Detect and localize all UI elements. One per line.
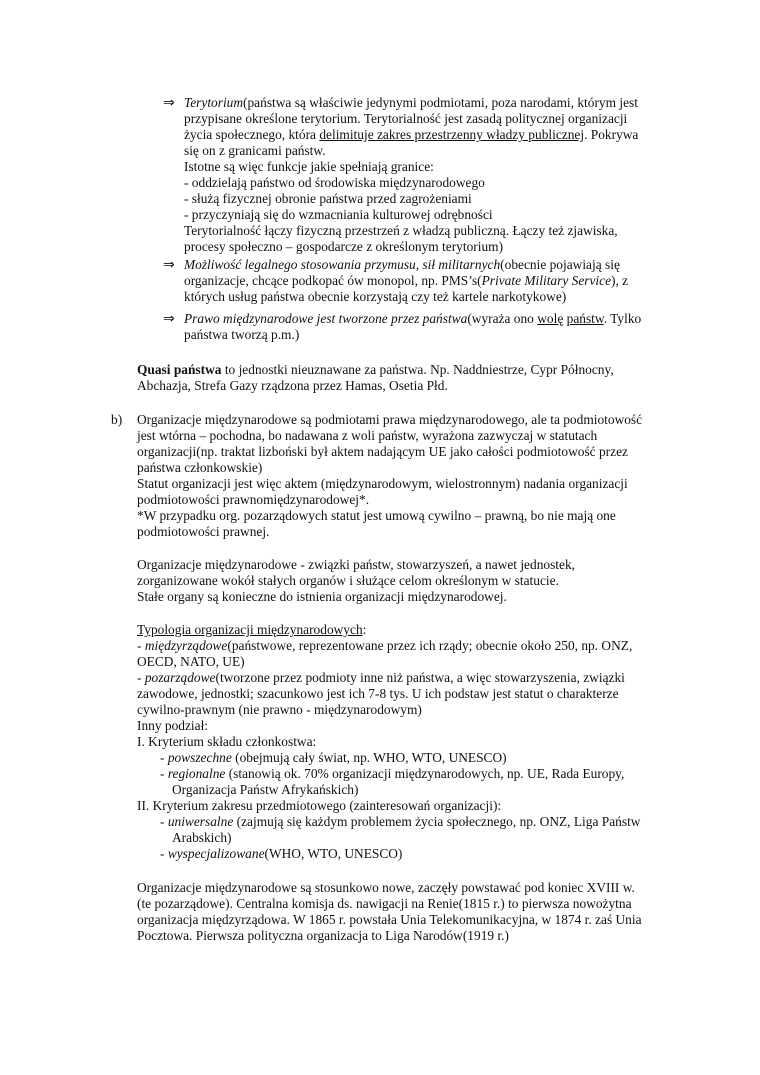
- spec-dash: -: [160, 846, 168, 861]
- coercion-line-2: [184, 273, 628, 289]
- ngo-line-2: zawodowe, jednostki; szacunkowo jest ich 7-8 tys. U ich podstaw jest statut o charakterze: [137, 686, 619, 701]
- gov-dash: -: [137, 638, 145, 653]
- criterion-2: II. Kryterium zakresu przedmiotowego (zainteresowań organizacji):: [137, 798, 502, 813]
- typology-heading: [137, 622, 366, 638]
- ngo-text: (tworzone przez podmioty inne niż państwa, a więc stowarzyszenia, związki: [215, 670, 625, 685]
- law-l1b: . Tylko: [603, 311, 642, 326]
- ngo-dash: -: [137, 670, 145, 685]
- section-b-p1-line-3: organizacji(np. traktat lizboński był aktem nadającym UE jako całości podmiotowość przez: [137, 444, 628, 459]
- territory-l3b: . Pokrywa: [584, 127, 639, 142]
- uni-dash: -: [160, 814, 168, 829]
- territory-line-2: przypisane określone terytorium. Terytorialność jest zasadą politycznej organizacji: [184, 111, 628, 126]
- territory-line-4: się on z granicami państw.: [184, 143, 326, 158]
- ngo-line-1: [137, 670, 625, 686]
- uni-text: (zajmują się każdym problemem życia społecznego, np. ONZ, Liga Państw: [233, 814, 641, 829]
- section-b-p1-line-8: podmiotowości prawnej.: [137, 524, 270, 539]
- gov-line-1: [137, 638, 632, 654]
- territory-line-5: Istotne są więc funkcje jakie spełniają granice:: [184, 159, 434, 174]
- territory-line-8: - przyczyniają się do wzmacniania kulturowej odrębności: [184, 207, 493, 222]
- law-l1-underline-1: wolę: [537, 311, 564, 326]
- law-line-1: [184, 311, 641, 327]
- territory-line-3: [184, 127, 638, 143]
- quasi-line-1: [137, 362, 614, 378]
- territory-term: Terytorium: [184, 95, 244, 110]
- regional-line-1: [160, 766, 624, 782]
- section-b-p2-line-2: zorganizowane wokół stałych organów i służące celom określonym w statucie.: [137, 573, 559, 588]
- quasi-text: to jednostki nieuznawane za państwa. Np. Naddniestrze, Cypr Północny,: [221, 362, 614, 377]
- uni-term: uniwersalne: [167, 814, 234, 829]
- regional-line-2: Organizacja Państw Afrykańskich): [172, 782, 359, 797]
- reg-dash: -: [160, 766, 168, 781]
- specialized-line: [160, 846, 402, 862]
- reg-term: regionalne: [167, 766, 226, 781]
- coercion-line-3: których usług państwa obecnie korzystają czy też kartele narkotykowe): [184, 289, 567, 304]
- arrow-bullet-icon: ⇒: [163, 257, 175, 273]
- quasi-term: Quasi państwa: [137, 362, 222, 377]
- section-b-p3-line-4: Pocztowa. Pierwsza polityczna organizacja to Liga Narodów(1919 r.): [137, 928, 509, 943]
- section-b-p1-line-6: podmiotowości prawnomiędzynarodowej*.: [137, 492, 370, 507]
- coercion-line-1: [184, 257, 620, 273]
- spec-term: wyspecjalizowane: [167, 846, 265, 861]
- reg-text: (stanowią ok. 70% organizacji międzynarodowych, np. UE, Rada Europy,: [225, 766, 625, 781]
- law-term: Prawo międzynarodowe jest tworzone przez państwa: [184, 311, 468, 326]
- territory-line-10: procesy społeczno – gospodarcze z określonym terytorium): [184, 239, 504, 254]
- other-division: Inny podział:: [137, 718, 209, 733]
- coercion-text: (obecnie pojawiają się: [500, 257, 620, 272]
- coercion-l2a: organizacje, chcące podkopać ów monopol, np. PMS’s(: [184, 273, 482, 288]
- law-line-2: państwa tworzą p.m.): [184, 327, 300, 342]
- univ-dash: -: [160, 750, 168, 765]
- territory-line-9: Terytorialność łączy fizyczną przestrzeń z władzą publiczną. Łączy też zjawiska,: [184, 223, 618, 238]
- section-b-p3-line-2: (te pozarządowe). Centralna komisja ds. nawigacji na Renie(1815 r.) to pierwsza nowożytna: [137, 896, 632, 911]
- section-b-p1-line-2: jest wtórna – pochodna, bo nadawana z woli państw, wyrażona zazwyczaj w statutach: [137, 428, 598, 443]
- gov-term: międzyrządowe: [144, 638, 228, 653]
- arrow-bullet-icon: ⇒: [163, 95, 175, 111]
- ngo-term: pozarządowe: [144, 670, 216, 685]
- section-b-p1-line-1: Organizacje międzynarodowe są podmiotami prawa międzynarodowego, ale ta podmiotowość: [137, 412, 643, 427]
- territory-line-1: [184, 95, 638, 111]
- law-l1-underline-2: państw: [566, 311, 604, 326]
- section-b-p2-line-1: Organizacje międzynarodowe - związki państw, stowarzyszeń, a nawet jednostek,: [137, 557, 575, 572]
- territory-line-6: - oddzielają państwo od środowiska międzynarodowego: [184, 175, 485, 190]
- section-b-p1-line-4: państwa członkowskie): [137, 460, 263, 475]
- territory-l3-underlined: delimituje zakres przestrzenny władzy publicznej: [319, 127, 585, 142]
- coercion-l2b: ), z: [611, 273, 629, 288]
- typology-heading-text: Typologia organizacji międzynarodowych: [137, 622, 363, 637]
- gov-text: (państwowe, reprezentowane przez ich rządy; obecnie około 250, np. ONZ,: [227, 638, 633, 653]
- universal-membership-line: [160, 750, 507, 766]
- universal-scope-line-1: [160, 814, 640, 830]
- arrow-bullet-icon: ⇒: [163, 311, 175, 327]
- ngo-line-3: cywilno-prawnym (nie prawno - międzynarodowym): [137, 702, 422, 717]
- section-b-p3-line-1: Organizacje międzynarodowe są stosunkowo nowe, zaczęły powstawać pod koniec XVIII w.: [137, 880, 635, 895]
- section-b-label: b): [111, 412, 123, 427]
- univ-term: powszechne: [167, 750, 232, 765]
- law-l1a: (wyraża ono: [467, 311, 538, 326]
- coercion-l2-italic: Private Military Service: [481, 273, 612, 288]
- section-b-p3-line-3: organizacja międzyrządowa. W 1865 r. powstała Unia Telekomunikacyjna, w 1874 r. zaś Unia: [137, 912, 642, 927]
- coercion-term: Możliwość legalnego stosowania przymusu, sił militarnych: [184, 257, 501, 272]
- univ-text: (obejmują cały świat, np. WHO, WTO, UNESCO): [231, 750, 507, 765]
- territory-text: (państwa są właściwie jedynymi podmiotami, poza narodami, którym jest: [243, 95, 638, 110]
- territory-l3a: życia społecznego, która: [184, 127, 320, 142]
- typology-colon: :: [362, 622, 367, 637]
- criterion-1: I. Kryterium składu członkostwa:: [137, 734, 317, 749]
- universal-scope-line-2: Arabskich): [172, 830, 232, 845]
- territory-line-7: - służą fizycznej obronie państwa przed zagrożeniami: [184, 191, 472, 206]
- spec-text: (WHO, WTO, UNESCO): [264, 846, 403, 861]
- section-b-p1-line-7: *W przypadku org. pozarządowych statut jest umową cywilno – prawną, bo nie mają one: [137, 508, 616, 523]
- gov-line-2: OECD, NATO, UE): [137, 654, 245, 669]
- section-b-p2-line-3: Stałe organy są konieczne do istnienia organizacji międzynarodowej.: [137, 589, 507, 604]
- quasi-line-2: Abchazja, Strefa Gazy rządzona przez Hamas, Osetia Płd.: [137, 378, 448, 393]
- section-b-p1-line-5: Statut organizacji jest więc aktem (międzynarodowym, wielostronnym) nadania organizacji: [137, 476, 628, 491]
